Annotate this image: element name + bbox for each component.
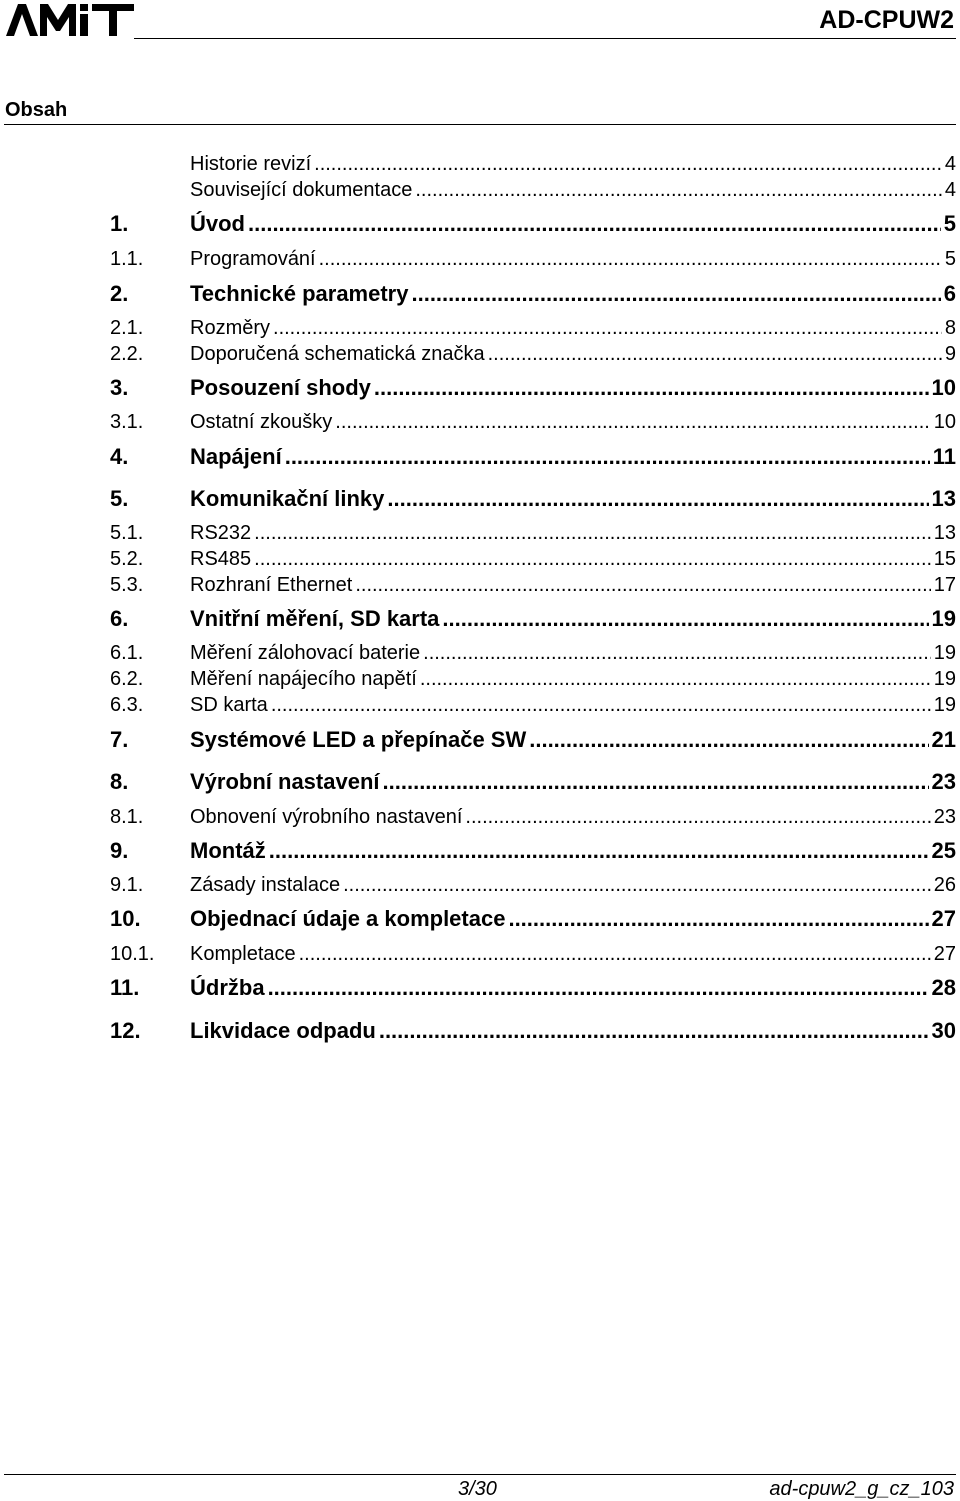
toc-dot-leader [508, 906, 928, 932]
toc-entry[interactable] [110, 804, 956, 830]
toc-entry[interactable] [110, 444, 956, 470]
toc-entry-page: 13 [931, 486, 956, 511]
toc-entry[interactable] [110, 1018, 956, 1044]
toc-dot-leader [335, 409, 930, 435]
toc-entry-page: 15 [933, 548, 956, 570]
toc-entry-number: 10.1. [110, 943, 155, 965]
toc-entry-page: 4 [944, 179, 956, 201]
toc-dot-leader [271, 692, 931, 718]
toc-entry-number: 3.1. [110, 411, 144, 433]
toc-entry[interactable] [110, 315, 956, 341]
toc-dot-leader [319, 246, 942, 272]
toc-entry-number: 9.1. [110, 874, 144, 896]
toc-entry-title: Objednací údaje a kompletace [190, 906, 506, 931]
toc-dot-leader [343, 872, 931, 898]
toc-entry-number: 2. [110, 281, 129, 306]
toc-entry-number: 8.1. [110, 806, 144, 828]
toc-entry-title: RS485 [190, 548, 252, 570]
toc-entry[interactable] [110, 727, 956, 753]
toc-entry-number: 6.3. [110, 694, 144, 716]
toc-dot-leader [379, 1018, 929, 1044]
toc-entry-page: 5 [943, 211, 956, 236]
toc-entry[interactable] [110, 520, 956, 546]
toc-entry-number: 1.1. [110, 248, 144, 270]
toc-entry-title: Rozměry [190, 317, 271, 339]
toc-dot-leader [299, 941, 931, 967]
toc-entry-title: Doporučená schematická značka [190, 343, 485, 365]
toc-entry-number: 1. [110, 211, 129, 236]
toc-entry-title: Systémové LED a přepínače SW [190, 727, 527, 752]
toc-entry-title: Posouzení shody [190, 375, 371, 400]
toc-entry-title: Historie revizí [190, 153, 312, 175]
toc-entry[interactable] [110, 640, 956, 666]
toc-entry-number: 5. [110, 486, 129, 511]
toc-entry-title: Montáž [190, 838, 266, 863]
toc-entry-page: 17 [933, 574, 956, 596]
toc-dot-leader [374, 375, 929, 401]
toc-entry-title: Ostatní zkoušky [190, 411, 333, 433]
toc-entry[interactable] [110, 769, 956, 795]
toc-entry-title: Rozhraní Ethernet [190, 574, 353, 596]
toc-entry-title: RS232 [190, 522, 252, 544]
toc-entry[interactable] [110, 941, 956, 967]
toc-dot-leader [273, 315, 942, 341]
toc-dot-leader [285, 444, 930, 470]
toc-entry-number: 3. [110, 375, 129, 400]
toc-entry-page: 13 [933, 522, 956, 544]
toc-dot-leader [465, 804, 930, 830]
toc-entry[interactable] [110, 246, 956, 272]
toc-entry-number: 12. [110, 1018, 141, 1043]
toc-entry-title: Obnovení výrobního nastavení [190, 806, 463, 828]
document-id: ad-cpuw2_g_cz_103 [769, 1478, 954, 1500]
amit-logo [4, 0, 136, 40]
toc-entry[interactable] [110, 692, 956, 718]
toc-dot-leader [415, 177, 942, 203]
toc-entry[interactable] [110, 486, 956, 512]
toc-entry[interactable] [110, 606, 956, 632]
toc-entry-title: Kompletace [190, 943, 296, 965]
toc-entry[interactable] [110, 375, 956, 401]
toc-dot-leader [411, 281, 940, 307]
toc-dot-leader [314, 151, 942, 177]
toc-entry-page: 10 [933, 411, 956, 433]
toc-dot-leader [529, 727, 928, 753]
toc-entry-title: Vnitřní měření, SD karta [190, 606, 440, 631]
toc-dot-leader [442, 606, 928, 632]
toc-entry-page: 4 [944, 153, 956, 175]
toc-entry[interactable] [110, 546, 956, 572]
toc-entry[interactable] [110, 906, 956, 932]
toc-entry[interactable] [110, 341, 956, 367]
toc-entry[interactable] [110, 177, 956, 203]
heading-rule [4, 124, 956, 125]
toc-entry-title: Měření zálohovací baterie [190, 642, 421, 664]
toc-entry-number: 5.2. [110, 548, 144, 570]
toc-dot-leader [383, 769, 929, 795]
document-code: AD-CPUW2 [819, 6, 954, 34]
toc-dot-leader [268, 975, 929, 1001]
toc-entry-page: 19 [933, 642, 956, 664]
toc-entry-page: 21 [931, 727, 956, 752]
toc-entry-page: 19 [933, 694, 956, 716]
toc-entry-number: 4. [110, 444, 129, 469]
toc-dot-leader [254, 546, 931, 572]
toc-dot-leader [423, 640, 931, 666]
toc-entry-title: Technické parametry [190, 281, 409, 306]
toc-entry[interactable] [110, 211, 956, 237]
toc-entry[interactable] [110, 409, 956, 435]
toc-entry-number: 9. [110, 838, 129, 863]
toc-entry[interactable] [110, 281, 956, 307]
toc-entry-number: 5.3. [110, 574, 144, 596]
toc-entry-title: Zásady instalace [190, 874, 341, 896]
toc-entry-title: Údržba [190, 975, 265, 1000]
toc-entry-title: Likvidace odpadu [190, 1018, 376, 1043]
toc-entry-title: SD karta [190, 694, 268, 716]
toc-entry-number: 7. [110, 727, 129, 752]
toc-dot-leader [488, 341, 942, 367]
toc-entry-page: 28 [931, 975, 956, 1000]
toc-entry-number: 11. [110, 975, 140, 1000]
toc-entry-number: 6.2. [110, 668, 144, 690]
toc-entry-number: 8. [110, 769, 129, 794]
toc-entry-page: 5 [944, 248, 956, 270]
toc-entry-page: 23 [933, 806, 956, 828]
toc-dot-leader [355, 572, 930, 598]
toc-entry[interactable] [110, 666, 956, 692]
toc-entry-number: 2.1. [110, 317, 144, 339]
toc-entry[interactable] [110, 975, 956, 1001]
header-rule [134, 38, 956, 39]
toc-entry-page: 27 [931, 906, 956, 931]
toc-entry[interactable] [110, 151, 956, 177]
toc-entry-page: 19 [933, 668, 956, 690]
toc-entry[interactable] [110, 838, 956, 864]
toc-dot-leader [387, 486, 928, 512]
toc-entry[interactable] [110, 872, 956, 898]
toc-entry-title: Výrobní nastavení [190, 769, 380, 794]
toc-entry-number: 10. [110, 906, 141, 931]
toc-entry-page: 30 [931, 1018, 956, 1043]
toc-entry-page: 11 [932, 444, 956, 469]
toc-entry-page: 25 [931, 838, 956, 863]
toc-entry-title: Měření napájecího napětí [190, 668, 417, 690]
toc-entry-number: 6. [110, 606, 129, 631]
toc-entry-page: 8 [944, 317, 956, 339]
toc-entry-title: Napájení [190, 444, 282, 469]
toc-dot-leader [254, 520, 931, 546]
toc-entry-number: 2.2. [110, 343, 144, 365]
toc-entry-page: 26 [933, 874, 956, 896]
toc-entry-number: 5.1. [110, 522, 144, 544]
toc-entry-page: 27 [933, 943, 956, 965]
footer-rule [4, 1474, 956, 1475]
toc-dot-leader [269, 838, 929, 864]
page-number: 3/30 [458, 1478, 497, 1500]
toc-entry-page: 10 [931, 375, 956, 400]
toc-dot-leader [420, 666, 931, 692]
toc-entry-title: Programování [190, 248, 316, 270]
toc-entry-title: Související dokumentace [190, 179, 413, 201]
toc-entry-page: 19 [931, 606, 956, 631]
toc-entry-page: 23 [931, 769, 956, 794]
toc-entry-title: Komunikační linky [190, 486, 385, 511]
toc-heading: Obsah [5, 99, 68, 121]
toc-entry-number: 6.1. [110, 642, 144, 664]
toc-entry-page: 9 [944, 343, 956, 365]
toc-entry[interactable] [110, 572, 956, 598]
toc-entry-page: 6 [943, 281, 956, 306]
toc-entry-title: Úvod [190, 211, 245, 236]
toc-dot-leader [248, 211, 941, 237]
